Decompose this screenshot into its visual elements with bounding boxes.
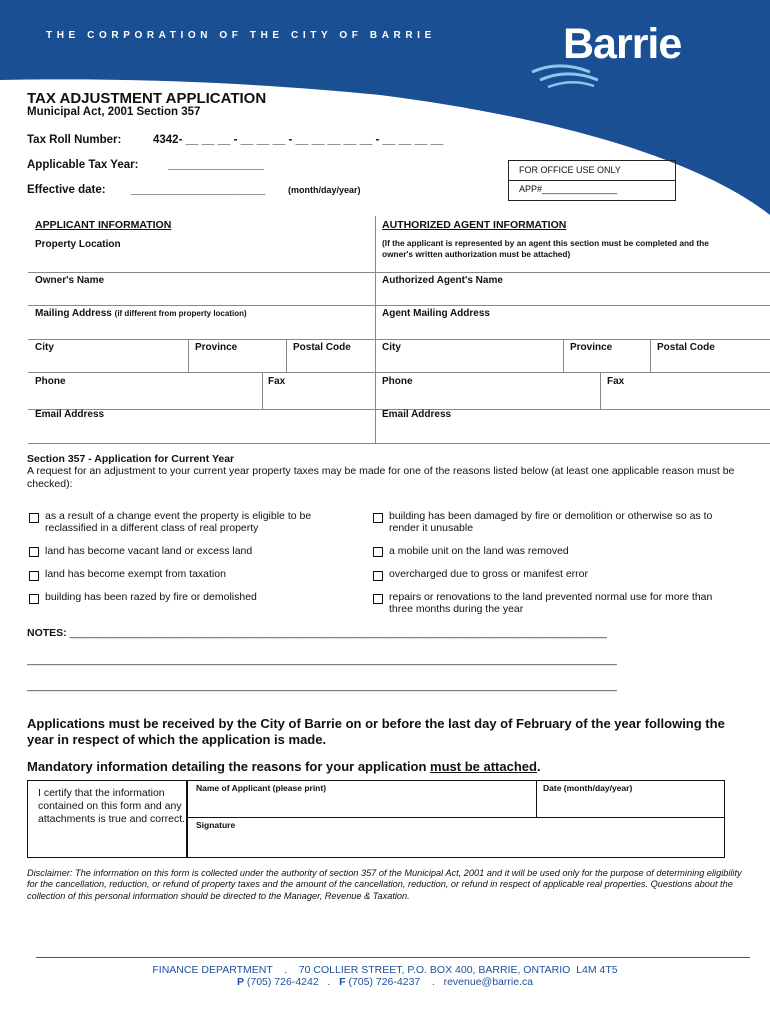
reason-checkbox[interactable] <box>29 547 39 557</box>
reason-label: as a result of a change event the property is eligible to be reclassified in a different class of real property <box>45 510 312 534</box>
agent-city-field[interactable]: City <box>382 342 401 353</box>
agent-fax-field[interactable]: Fax <box>607 376 625 387</box>
agent-name-field[interactable]: Authorized Agent's Name <box>382 275 503 286</box>
province-field[interactable]: Province <box>195 342 238 353</box>
owner-name-field[interactable]: Owner's Name <box>35 275 105 286</box>
tax-roll-label: Tax Roll Number: <box>27 134 122 146</box>
divider <box>28 443 770 444</box>
corporation-name: THE CORPORATION OF THE CITY OF BARRIE <box>46 30 436 41</box>
applicant-name-field[interactable]: Name of Applicant (please print) <box>196 783 327 793</box>
phone-number: (705) 726-4242 . <box>243 976 340 988</box>
fax-label: F <box>339 976 346 988</box>
section-357-heading: Section 357 - Application for Current Year <box>27 453 235 465</box>
agent-province-field[interactable]: Province <box>570 342 613 353</box>
mailing-address-note: (if different from property location) <box>114 309 247 318</box>
tax-year-label: Applicable Tax Year: <box>27 159 139 171</box>
agent-email-field[interactable]: Email Address <box>382 409 452 420</box>
mandatory-text: Mandatory information detailing the reasons for your application <box>27 759 431 774</box>
mandatory-underlined: must be attached <box>430 759 537 774</box>
date-field[interactable]: Date (month/day/year) <box>543 783 633 793</box>
waves-icon <box>530 50 730 90</box>
agent-postal-code-field[interactable]: Postal Code <box>657 342 715 353</box>
divider <box>188 817 724 818</box>
tax-year-field[interactable]: _______________ <box>168 159 264 171</box>
mailing-address-field[interactable] <box>35 308 247 319</box>
postal-code-field[interactable]: Postal Code <box>293 342 351 353</box>
notes-line[interactable]: _____________________________________________________________________________________________________ <box>27 680 617 692</box>
mandatory-end: . <box>536 759 541 774</box>
reason-label: building has been damaged by fire or demolition or otherwise so as to render it unusable <box>389 510 713 534</box>
notes-label: NOTES: <box>27 627 67 639</box>
email-field[interactable]: Email Address <box>35 409 105 420</box>
divider <box>28 372 770 373</box>
footer-contact <box>0 976 770 988</box>
reason-checkbox[interactable] <box>29 594 39 604</box>
phone-field[interactable]: Phone <box>35 376 66 387</box>
divider <box>188 339 189 372</box>
tax-roll-field[interactable]: 4342- __ __ __ - __ __ __ - __ __ __ __ __ - __ __ __ __ <box>153 134 444 146</box>
reason-checkbox[interactable] <box>29 571 39 581</box>
mailing-address-label: Mailing Address <box>35 308 112 319</box>
notes-line: ____________________________________________________________________________________________ <box>69 627 607 639</box>
reason-checkbox[interactable] <box>373 571 383 581</box>
reason-checkbox[interactable] <box>373 594 383 604</box>
reason-label: land has become exempt from taxation <box>45 568 226 580</box>
fax-and-email: (705) 726-4237 . revenue@barrie.ca <box>345 976 534 988</box>
section-357-intro: A request for an adjustment to your current year property taxes may be made for one of the reasons listed below (at least one applicable reason must be checked): <box>27 465 735 490</box>
reason-label: repairs or renovations to the land prevented normal use for more than three months during the year <box>389 591 713 615</box>
form-title: TAX ADJUSTMENT APPLICATION <box>27 90 267 107</box>
reason-checkbox[interactable] <box>373 513 383 523</box>
footer-address: FINANCE DEPARTMENT . 70 COLLIER STREET, P.O. BOX 400, BARRIE, ONTARIO L4M 4T5 <box>152 964 618 976</box>
notes-field[interactable] <box>27 627 697 639</box>
signature-table <box>187 780 725 858</box>
notes-line[interactable]: _____________________________________________________________________________________________________ <box>27 654 617 666</box>
effective-date-field[interactable]: _____________________ <box>131 184 266 196</box>
app-number: APP#_______________ <box>519 184 618 194</box>
divider <box>600 372 601 409</box>
reason-checkbox[interactable] <box>29 513 39 523</box>
mandatory-notice <box>27 759 742 775</box>
divider <box>28 339 770 340</box>
divider <box>563 339 564 372</box>
divider <box>262 372 263 409</box>
reason-label: overcharged due to gross or manifest error <box>389 568 589 580</box>
footer-divider <box>36 957 750 958</box>
applicant-header: APPLICANT INFORMATION <box>35 219 172 231</box>
signature-field[interactable]: Signature <box>196 820 236 830</box>
divider <box>28 305 770 306</box>
disclaimer: Disclaimer: The information on this form is collected under the authority of section 357 of the Municipal Act, 2001 and it will be used only for the purpose of determining eligibility for the cancellation, reduction, or refund of property taxes and the amount of the cancellation, reduction, or refund in respect of applicable real properties. Questions about the collection of this personal information should be directed to the Manager, Revenue & Taxation. <box>27 868 742 901</box>
effective-date-label: Effective date: <box>27 184 106 196</box>
fax-field[interactable]: Fax <box>268 376 286 387</box>
logo-text: Barrie <box>563 20 682 68</box>
office-use-box <box>508 160 676 201</box>
divider <box>650 339 651 372</box>
deadline-notice: Applications must be received by the City of Barrie on or before the last day of February of the year following the year in respect of which the application is made. <box>27 716 725 747</box>
city-field[interactable]: City <box>35 342 54 353</box>
barrie-logo <box>530 20 730 80</box>
agent-mailing-address-field[interactable]: Agent Mailing Address <box>382 308 490 319</box>
agent-note: (If the applicant is represented by an agent this section must be completed and the owner's written authorization must be attached) <box>382 238 709 259</box>
office-use-label: FOR OFFICE USE ONLY <box>509 161 675 181</box>
agent-header: AUTHORIZED AGENT INFORMATION <box>382 219 567 231</box>
certification-statement <box>27 780 187 858</box>
divider <box>286 339 287 372</box>
reason-label: land has become vacant land or excess land <box>45 545 253 557</box>
divider <box>536 781 537 817</box>
effective-date-format: (month/day/year) <box>288 185 361 195</box>
divider <box>28 272 770 273</box>
reason-checkbox[interactable] <box>373 547 383 557</box>
reason-label: building has been razed by fire or demolished <box>45 591 257 603</box>
form-subtitle: Municipal Act, 2001 Section 357 <box>27 106 201 118</box>
agent-phone-field[interactable]: Phone <box>382 376 413 387</box>
phone-label: P <box>236 976 244 988</box>
property-location-field[interactable]: Property Location <box>35 239 121 250</box>
certification-text: I certify that the information contained on this form and any attachments is true and correct. <box>38 787 186 825</box>
reason-label: a mobile unit on the land was removed <box>389 545 569 557</box>
